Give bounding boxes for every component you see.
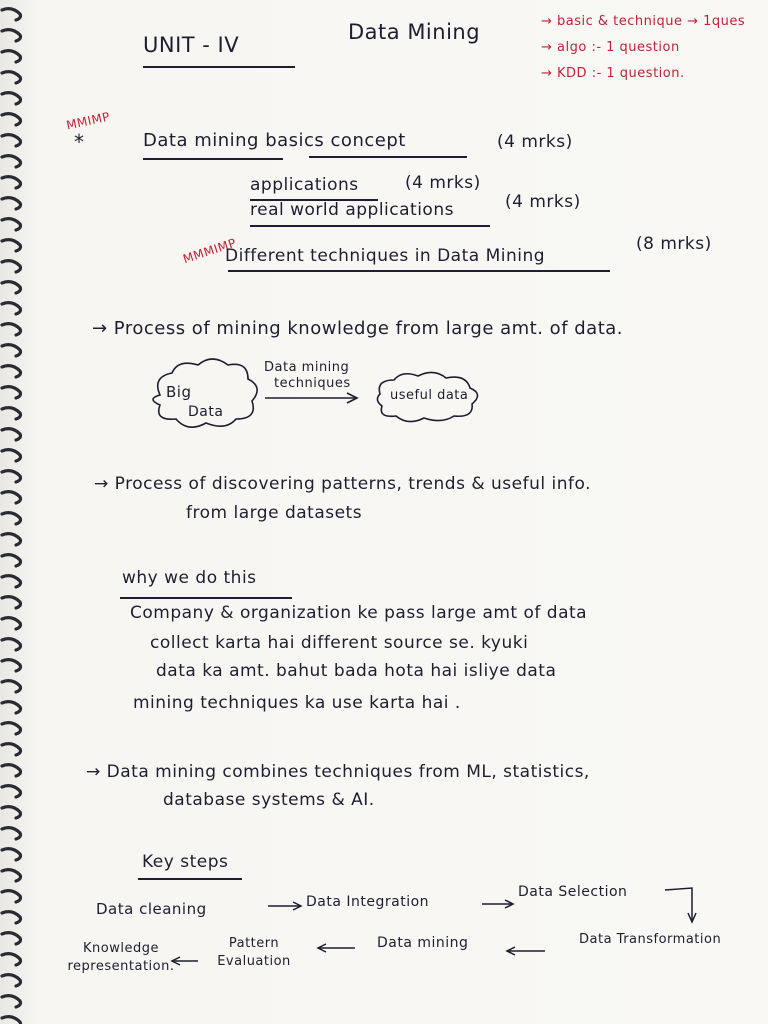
step-data-selection: Data Selection <box>518 884 628 900</box>
definition-1: → Process of mining knowledge from large amt. of data. <box>92 318 624 339</box>
mmmimp-mark: MMMIMP <box>181 235 239 267</box>
step-data-integration: Data Integration <box>306 894 430 910</box>
why-line-1: Company & organization ke pass large amt of data <box>130 603 588 623</box>
why-line-3: data ka amt. bahut bada hota hai isliye data <box>156 661 557 681</box>
step-data-mining: Data mining <box>377 935 469 951</box>
topic-real-world-marks: (4 mrks) <box>505 192 581 212</box>
topic-applications-marks: (4 mrks) <box>405 173 481 193</box>
why-line-2: collect karta hai different source se. kyuki <box>150 633 529 653</box>
definition-2-line-2: from large datasets <box>186 503 363 523</box>
topic-basics-marks: (4 mrks) <box>497 132 573 152</box>
unit-heading: UNIT - IV <box>143 33 240 57</box>
why-heading: why we do this <box>122 568 257 588</box>
why-line-4: mining techniques ka use karta hai . <box>133 693 461 713</box>
arrow-label-1: Data mining <box>264 360 350 375</box>
key-steps-underline <box>138 878 242 880</box>
combines-line-2: database systems & AI. <box>163 790 375 810</box>
topic-basics: Data mining basics concept <box>143 130 406 151</box>
combines-line-1: → Data mining combines techniques from ML, statistics, <box>86 762 590 782</box>
topic-applications: applications <box>250 175 359 195</box>
cloud-data-label: Data <box>188 404 224 420</box>
mmimp-mark: MMIMP <box>65 109 112 133</box>
arrow-label-2: techniques <box>274 376 351 391</box>
cloud-big-label: Big <box>166 383 192 401</box>
note-kdd: → KDD :- 1 question. <box>541 66 685 81</box>
star-mark: * <box>74 130 85 154</box>
cloud-useful-label: useful data <box>390 388 469 403</box>
key-steps-heading: Key steps <box>142 852 229 872</box>
why-underline <box>120 597 292 599</box>
page-title: Data Mining <box>348 20 481 44</box>
definition-2-line-1: → Process of discovering patterns, trends & useful info. <box>94 474 591 494</box>
note-algo: → algo :- 1 question <box>541 40 680 55</box>
note-basic: → basic & technique → 1ques <box>541 14 746 29</box>
topic-real-world: real world applications <box>250 200 454 220</box>
step-data-cleaning: Data cleaning <box>96 900 207 918</box>
step-knowledge-representation: Knowledge representation. <box>67 941 175 974</box>
topic-techniques-marks: (8 mrks) <box>636 234 712 254</box>
step-pattern-evaluation: Pattern Evaluation <box>217 936 291 969</box>
topic-techniques: Different techniques in Data Mining <box>225 246 546 266</box>
step-data-transformation: Data Transformation <box>579 932 722 947</box>
